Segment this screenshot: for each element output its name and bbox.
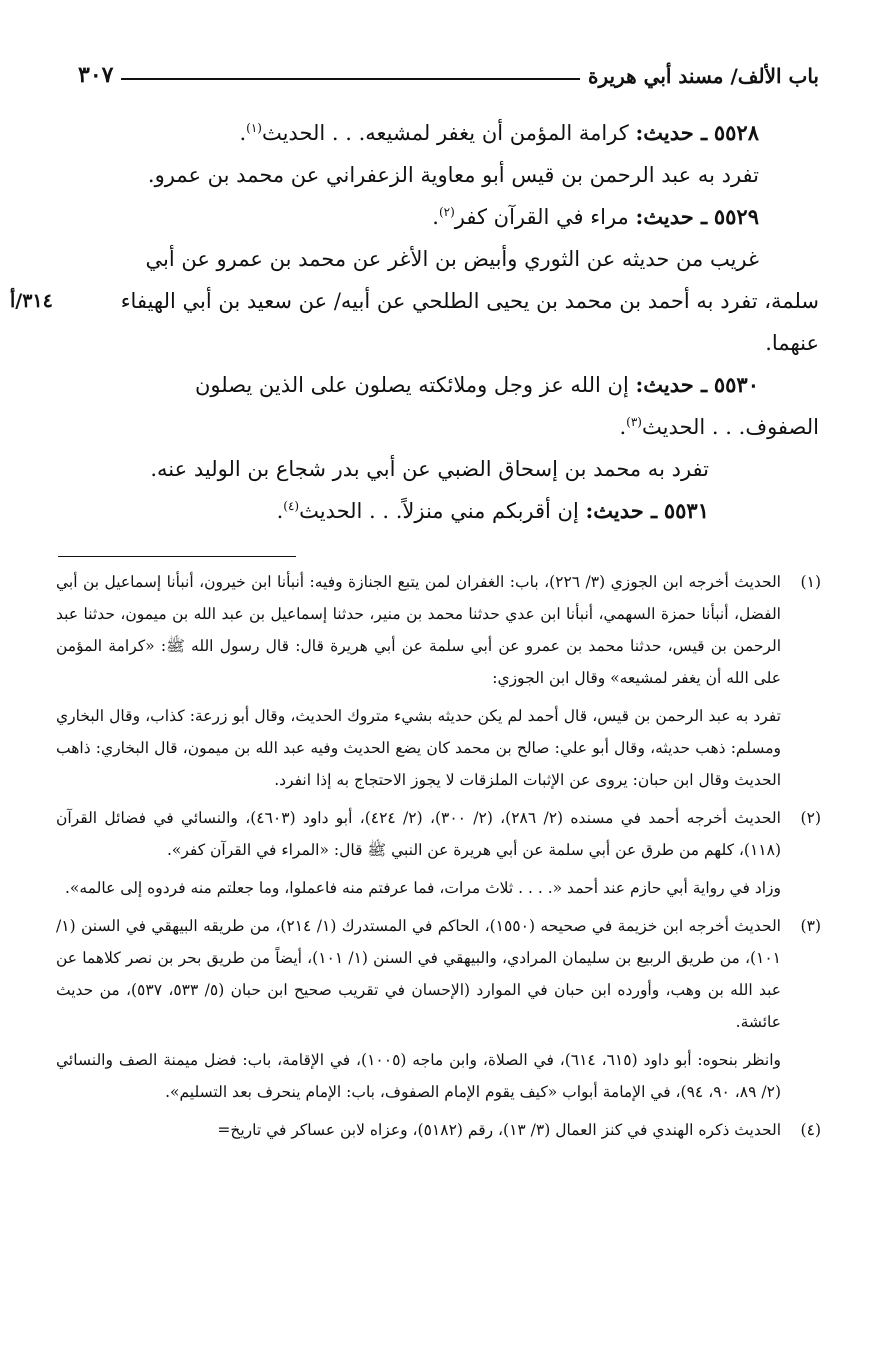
chapter-title: باب الألف/ مسند أبي هريرة (588, 64, 819, 88)
footnote-text: وزاد في رواية أبي حازم عند أحمد «. . . . ثلاث مرات، فما عرفتم منه فاعملوا، وما جعلتم منه فردوه إلى عالمه». (64, 879, 781, 897)
hadith-label: ـ حديث: (635, 204, 708, 229)
manuscript-folio-ref: ٣١٤/أ (10, 290, 53, 312)
footnote-mark: (٤) (800, 1121, 821, 1139)
commentary-text: سلمة، تفرد به أحمد بن محمد بن يحيى الطلحي عن أبيه/ عن سعيد بن أبي الهيفاء (120, 289, 819, 313)
hadith-5529: ٥٥٢٩ ـ حديث: مراء في القرآن كفر$^{(٢)}$. (432, 204, 759, 229)
footnote-text: وانظر بنحوه: أبو داود (٦١٥، ٦١٤)، في الصلاة، وابن ماجه (١٠٠٥)، في الإقامة، باب: فضل ميمنة الصف والنسائي (٢/ ٨٩، ٩٠، ٩٤)، في الإمامة أبواب «كيف يقوم الإمام الصفوف، باب: الإمام ينحرف بعد التسليم». (56, 1051, 781, 1101)
main-text (10, 112, 819, 532)
footnote-mark: (١) (800, 573, 821, 591)
hadith-number: ٥٥٣١ (663, 498, 709, 523)
page-number: ٣٠٧ (78, 62, 114, 88)
footnote-3-note (56, 1044, 821, 1108)
footnote-2-note (56, 872, 821, 904)
hadith-text: مراء في القرآن كفر (454, 205, 629, 229)
commentary-line: غريب من حديثه عن الثوري وأبيض بن الأغر عن محمد بن عمرو عن أبي (145, 247, 759, 271)
hadith-text: الصفوف. . . الحديث (641, 415, 819, 439)
footnote-3 (56, 910, 821, 1038)
commentary-line (10, 280, 819, 322)
footnote-4 (56, 1114, 821, 1146)
hadith-label: ـ حديث: (585, 498, 658, 523)
hadith-number: ٥٥٢٩ (713, 204, 759, 229)
hadith-number: ٥٥٣٠ (713, 372, 759, 397)
footnote-1-note (56, 700, 821, 796)
hadith-text: إن أقربكم مني منزلاً. . . الحديث (299, 499, 579, 523)
hadith-label: ـ حديث: (635, 120, 708, 145)
page-header (78, 48, 819, 88)
hadith-5531: ٥٥٣١ ـ حديث: إن أقربكم مني منزلاً. . . الحديث$^{(٤)}$. (276, 498, 709, 523)
hadith-label: ـ حديث: (635, 372, 708, 397)
footnote-ref: (٢) (438, 205, 455, 219)
footnote-2 (56, 802, 821, 866)
hadith-5530 (60, 364, 819, 406)
hadith-5530-continuation: الصفوف. . . الحديث$^{(٣)}$. (619, 415, 819, 439)
footnote-mark: (٣) (800, 917, 821, 935)
footnote-text: الحديث أخرجه ابن الجوزي (٣/ ٢٢٦)، باب: الغفران لمن يتبع الجنازة وفيه: أنبأنا ابن خيرون، أنبأنا إسماعيل بن أبي الفضل، أنبأنا حمزة السهمي، أنبأنا ابن عدي حدثنا محمد بن منير، حدثنا إسماعيل بن عبد الله بن ميمون، حدثنا عبد الرحمن بن قيس، حدثنا محمد بن عمرو عن أبي سلمة عن أبي هريرة قال: قال رسول الله ﷺ: «كرامة المؤمن على الله أن يغفر لمشيعه» وقال ابن الجوزي: (56, 573, 781, 687)
hadith-number: ٥٥٢٨ (713, 120, 759, 145)
footnote-text: الحديث أخرجه ابن خزيمة في صحيحه (١٥٥٠)، الحاكم في المستدرك (١/ ٢١٤)، من طريقه البيهقي في السنن (١/ ١٠١)، من طريق الربيع بن سليمان المرادي، والبيهقي في السنن (١/ ١٠١)، أيضاً من طريق بحر بن نصر كلاهما عن عبد الله بن وهب، وأورده ابن حبان في الموارد (الإحسان في تقريب صحيح ابن حبان (٥/ ٥٣٣، ٥٣٧)، من حديث عائشة. (56, 917, 782, 1031)
commentary-line: تفرد به عبد الرحمن بن قيس أبو معاوية الزعفراني عن محمد بن عمرو. (147, 163, 759, 187)
footnote-separator (58, 556, 296, 557)
footnote-text: تفرد به عبد الرحمن بن قيس، قال أحمد لم يكن حديثه بشيء متروك الحديث، وقال أبو زرعة: كذاب، وقال البخاري ومسلم: ذهب حديثه، وقال أبو علي: صالح بن محمد كان يضع الحديث وفيه عبد الله بن ميمون، قال البخاري: ذاهب الحديث وقال ابن حبان: يروى عن الإثبات الملزقات لا يجوز الاحتجاج به إذا انفرد. (56, 707, 781, 789)
footnote-mark: (٢) (800, 809, 821, 827)
hadith-text: إن الله عز وجل وملائكته يصلون على الذين يصلون (194, 373, 629, 397)
footnote-1 (56, 566, 821, 694)
header-rule (121, 78, 580, 80)
footnote-ref: (٣) (626, 415, 642, 429)
hadith-text: كرامة المؤمن أن يغفر لمشيعه. . . الحديث (261, 121, 629, 145)
commentary-line: تفرد به محمد بن إسحاق الضبي عن أبي بدر شجاع بن الوليد عنه. (150, 457, 709, 481)
commentary-line: عنهما. (765, 331, 819, 355)
footnote-ref: (١) (246, 121, 262, 135)
footnote-text: الحديث ذكره الهندي في كنز العمال (٣/ ١٣)، رقم (٥١٨٢)، وعزاه لابن عساكر في تاريخ= (217, 1121, 781, 1139)
footnote-text: الحديث أخرجه أحمد في مسنده (٢/ ٢٨٦)، (٢/ ٣٠٠)، (٢/ ٤٢٤)، أبو داود (٤٦٠٣)، والنسائي في فضائل القرآن (١١٨)، كلهم من طرق عن أبي سلمة عن أبي هريرة عن النبي ﷺ قال: «المراء في القرآن كفر». (56, 809, 781, 859)
footnotes (56, 566, 821, 1152)
hadith-5528: ٥٥٢٨ ـ حديث: كرامة المؤمن أن يغفر لمشيعه. . . الحديث$^{(١)}$. (239, 120, 759, 145)
footnote-ref: (٤) (283, 499, 300, 513)
